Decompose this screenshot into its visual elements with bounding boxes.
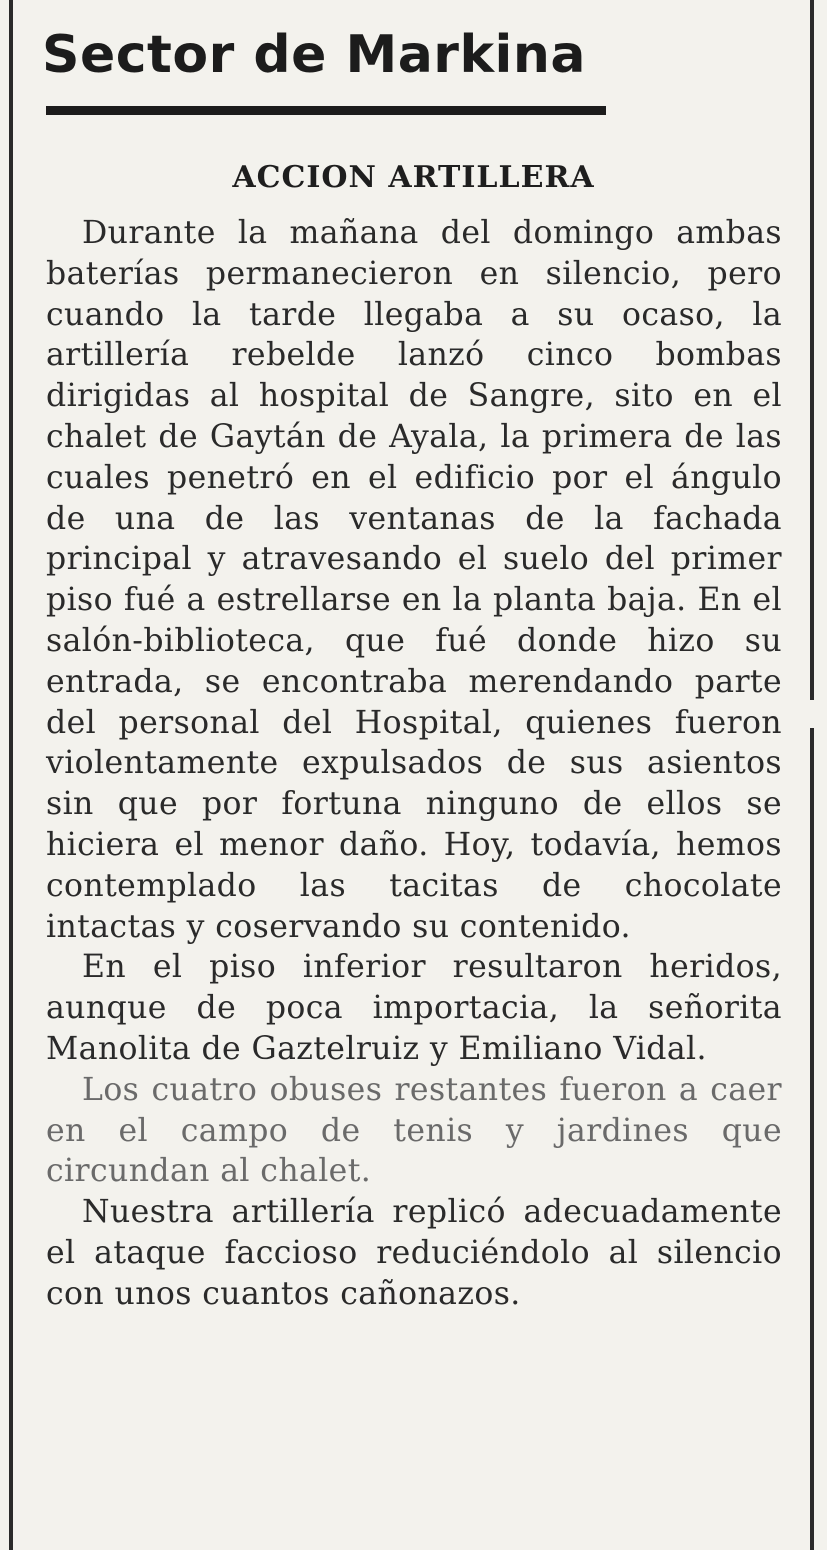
subheading: ACCION ARTILLERA <box>232 160 595 195</box>
paragraph-2: En el piso inferior resultaron heridos, aunque de poca importacia, la señorita Manolita de Gaztelruiz y Emiliano Vidal. <box>46 949 782 1067</box>
paragraph-3: Los cuatro obuses restantes fueron a caer en el campo de tenis y jardines que circundan al chalet. <box>46 1071 782 1190</box>
paragraph-4: Nuestra artillería replicó adecuadamente el ataque faccioso reduciéndolo al silencio con unos cuantos cañonazos. <box>46 1194 782 1312</box>
article-body <box>46 213 782 1315</box>
right-rule-gap <box>808 700 816 728</box>
headline-underline <box>46 106 606 115</box>
left-column-rule <box>9 0 13 1550</box>
paragraph-1: Durante la mañana del domingo ambas baterías permanecieron en silencio, pero cuando la tarde llegaba a su ocaso, la artillería rebelde lanzó cinco bombas dirigidas al hospital de Sangre, sito en el chalet de Gaytán de Ayala, la primera de las cuales penetró en el edificio por el ángulo de una de las ventanas de la fachada principal y atravesando el suelo del primer piso fué a estrellarse en la planta baja. En el salón-biblioteca, que fué donde hizo su entrada, se encontraba merendando parte del personal del Hospital, quienes fueron violentamente expulsados de sus asientos sin que por fortuna ninguno de ellos se hiciera el menor daño. Hoy, todavía, hemos contemplado las tacitas de chocolate intactas y coservando su contenido. <box>46 215 782 945</box>
right-column-rule <box>810 0 814 1550</box>
headline: Sector de Markina <box>42 25 586 85</box>
